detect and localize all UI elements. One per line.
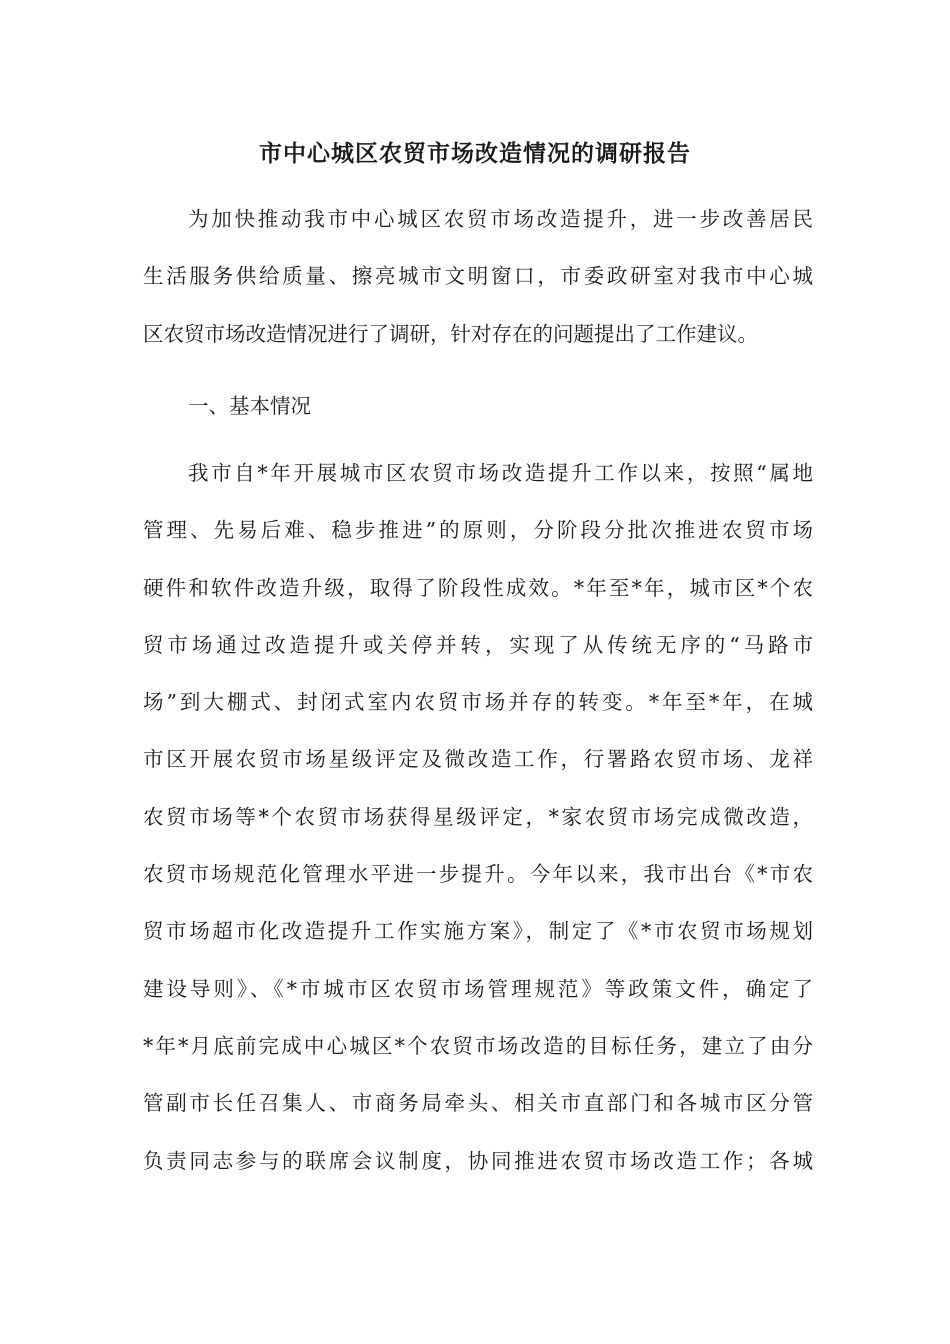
intro-line: 为加快推动我市中心城区农贸市场改造提升，进一步改善居民 xyxy=(188,207,813,231)
paragraph-line: 负责同志参与的联席会议制度，协同推进农贸市场改造工作；各城 xyxy=(143,1148,813,1173)
paragraph-line: 贸市场超市化改造提升工作实施方案》，制定了《*市农贸市场规划 xyxy=(143,919,813,944)
paragraph-line: 硬件和软件改造升级，取得了阶段性成效。*年至*年，城市区*个农 xyxy=(143,575,813,600)
section-heading-text: 一、基本情况 xyxy=(188,394,311,418)
document-title: 市中心城区农贸市场改造情况的调研报告 xyxy=(259,140,691,167)
paragraph-line: 市区开展农贸市场星级评定及微改造工作，行署路农贸市场、龙祥 xyxy=(143,747,813,772)
paragraph-line: 我市自*年开展城市区农贸市场改造提升工作以来，按照“属地 xyxy=(188,461,813,485)
section-heading xyxy=(143,378,813,435)
paragraph-line: 管副市长任召集人、市商务局牵头、相关市直部门和各城市区分管 xyxy=(143,1091,813,1116)
paragraph-line: 建设导则》、《*市城市区农贸市场管理规范》等政策文件，确定了 xyxy=(143,976,813,1001)
intro-line: 生活服务供给质量、擦亮城市文明窗口，市委政研室对我市中心城 xyxy=(143,264,813,289)
paragraph-line: 农贸市场等*个农贸市场获得星级评定，*家农贸市场完成微改造， xyxy=(143,804,813,829)
section-paragraph xyxy=(143,445,813,1190)
paragraph-line: 管理、先易后难、稳步推进”的原则，分阶段分批次推进农贸市场 xyxy=(143,518,813,543)
paragraph-line: 场”到大棚式、封闭式室内农贸市场并存的转变。*年至*年，在城 xyxy=(143,690,813,715)
paragraph-line: 贸市场通过改造提升或关停并转，实现了从传统无序的“马路市 xyxy=(143,632,813,657)
intro-line: 区农贸市场改造情况进行了调研，针对存在的问题提出了工作建议。 xyxy=(143,321,758,346)
intro-paragraph xyxy=(143,191,813,363)
paragraph-line: 农贸市场规范化管理水平进一步提升。今年以来，我市出台《*市农 xyxy=(143,862,813,887)
paragraph-line: *年*月底前完成中心城区*个农贸市场改造的目标任务，建立了由分 xyxy=(143,1033,813,1058)
